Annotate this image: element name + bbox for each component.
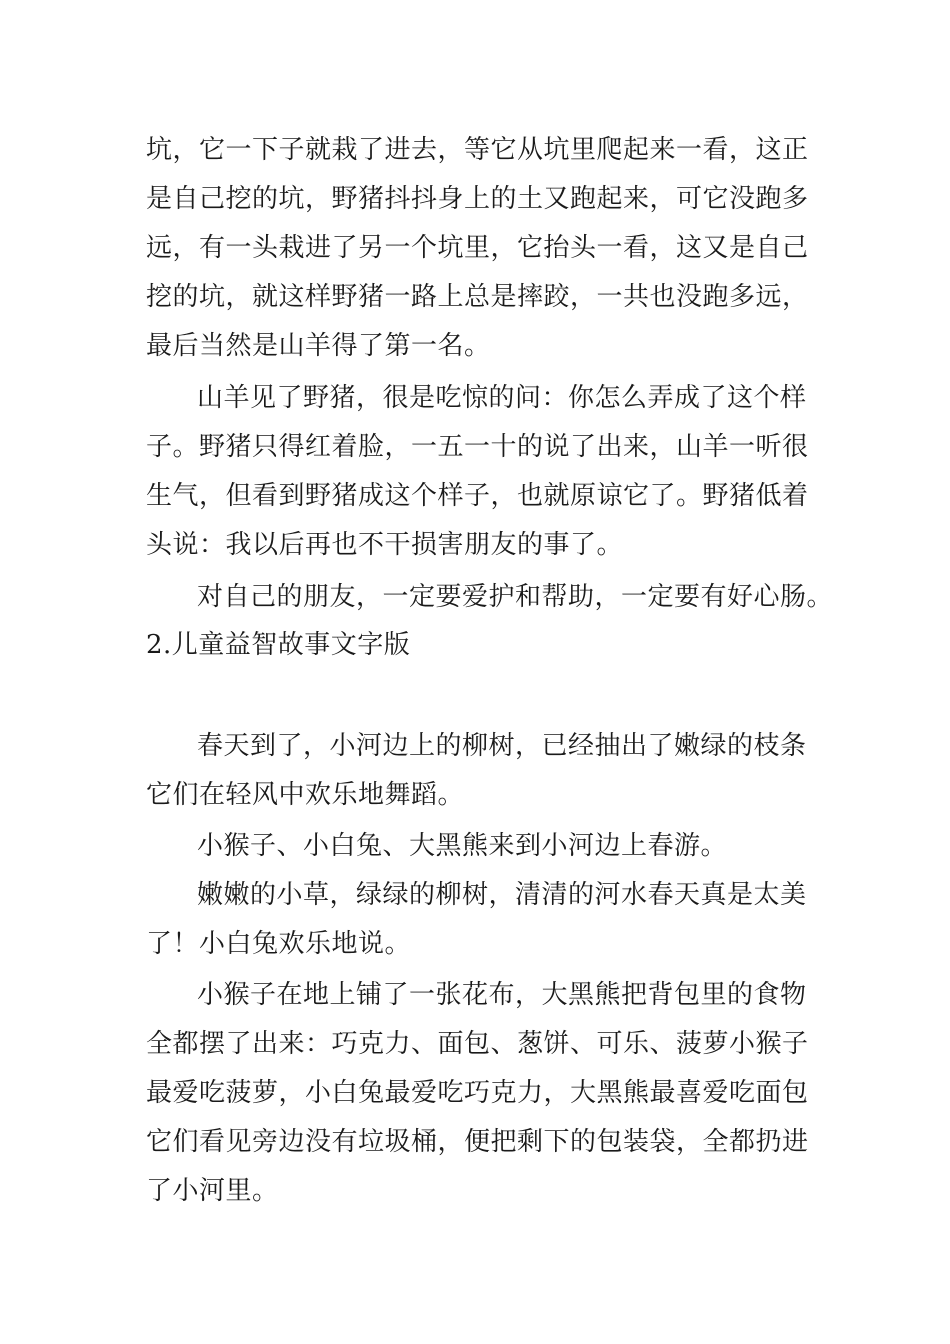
text-line: 是自己挖的坑，野猪抖抖身上的土又跑起来，可它没跑多 xyxy=(146,184,809,214)
text-line: 最爱吃菠萝，小白兔最爱吃巧克力，大黑熊最喜爱吃面包 xyxy=(146,1078,809,1108)
paragraph-first-line: 小猴子在地上铺了一张花布，大黑熊把背包里的食物 xyxy=(197,980,807,1010)
paragraph-first-line: 小猴子、小白兔、大黑熊来到小河边上春游。 xyxy=(197,831,728,861)
text-line: 它们看见旁边没有垃圾桶，便把剩下的包装袋，全都扔进 xyxy=(146,1127,809,1157)
paragraph-first-line: 山羊见了野猪，很是吃惊的问：你怎么弄成了这个样 xyxy=(197,383,807,413)
text-line: 最后当然是山羊得了第一名。 xyxy=(146,331,491,361)
text-line: 头说：我以后再也不干损害朋友的事了。 xyxy=(146,530,624,560)
text-line: 远，有一头栽进了另一个坑里，它抬头一看，这又是自己 xyxy=(146,233,809,263)
text-line: 了！小白兔欢乐地说。 xyxy=(146,929,412,959)
text-line: 全都摆了出来：巧克力、面包、葱饼、可乐、菠萝小猴子 xyxy=(146,1029,809,1059)
text-line: 它们在轻风中欢乐地舞蹈。 xyxy=(146,780,465,810)
paragraph-first-line: 对自己的朋友，一定要爱护和帮助，一定要有好心肠。 xyxy=(197,582,834,612)
paragraph-first-line: 嫩嫩的小草，绿绿的柳树，清清的河水春天真是太美 xyxy=(197,880,807,910)
paragraph-first-line: 春天到了，小河边上的柳树，已经抽出了嫩绿的枝条 xyxy=(197,731,807,761)
section-heading: 2.儿童益智故事文字版 xyxy=(146,630,411,660)
text-line: 子。野猪只得红着脸，一五一十的说了出来，山羊一听很 xyxy=(146,432,809,462)
text-line: 挖的坑，就这样野猪一路上总是摔跤，一共也没跑多远， xyxy=(146,282,809,312)
text-line: 坑，它一下子就栽了进去，等它从坑里爬起来一看，这正 xyxy=(146,135,809,165)
text-line: 生气，但看到野猪成这个样子，也就原谅它了。野猪低着 xyxy=(146,481,809,511)
text-line: 了小河里。 xyxy=(146,1176,279,1206)
